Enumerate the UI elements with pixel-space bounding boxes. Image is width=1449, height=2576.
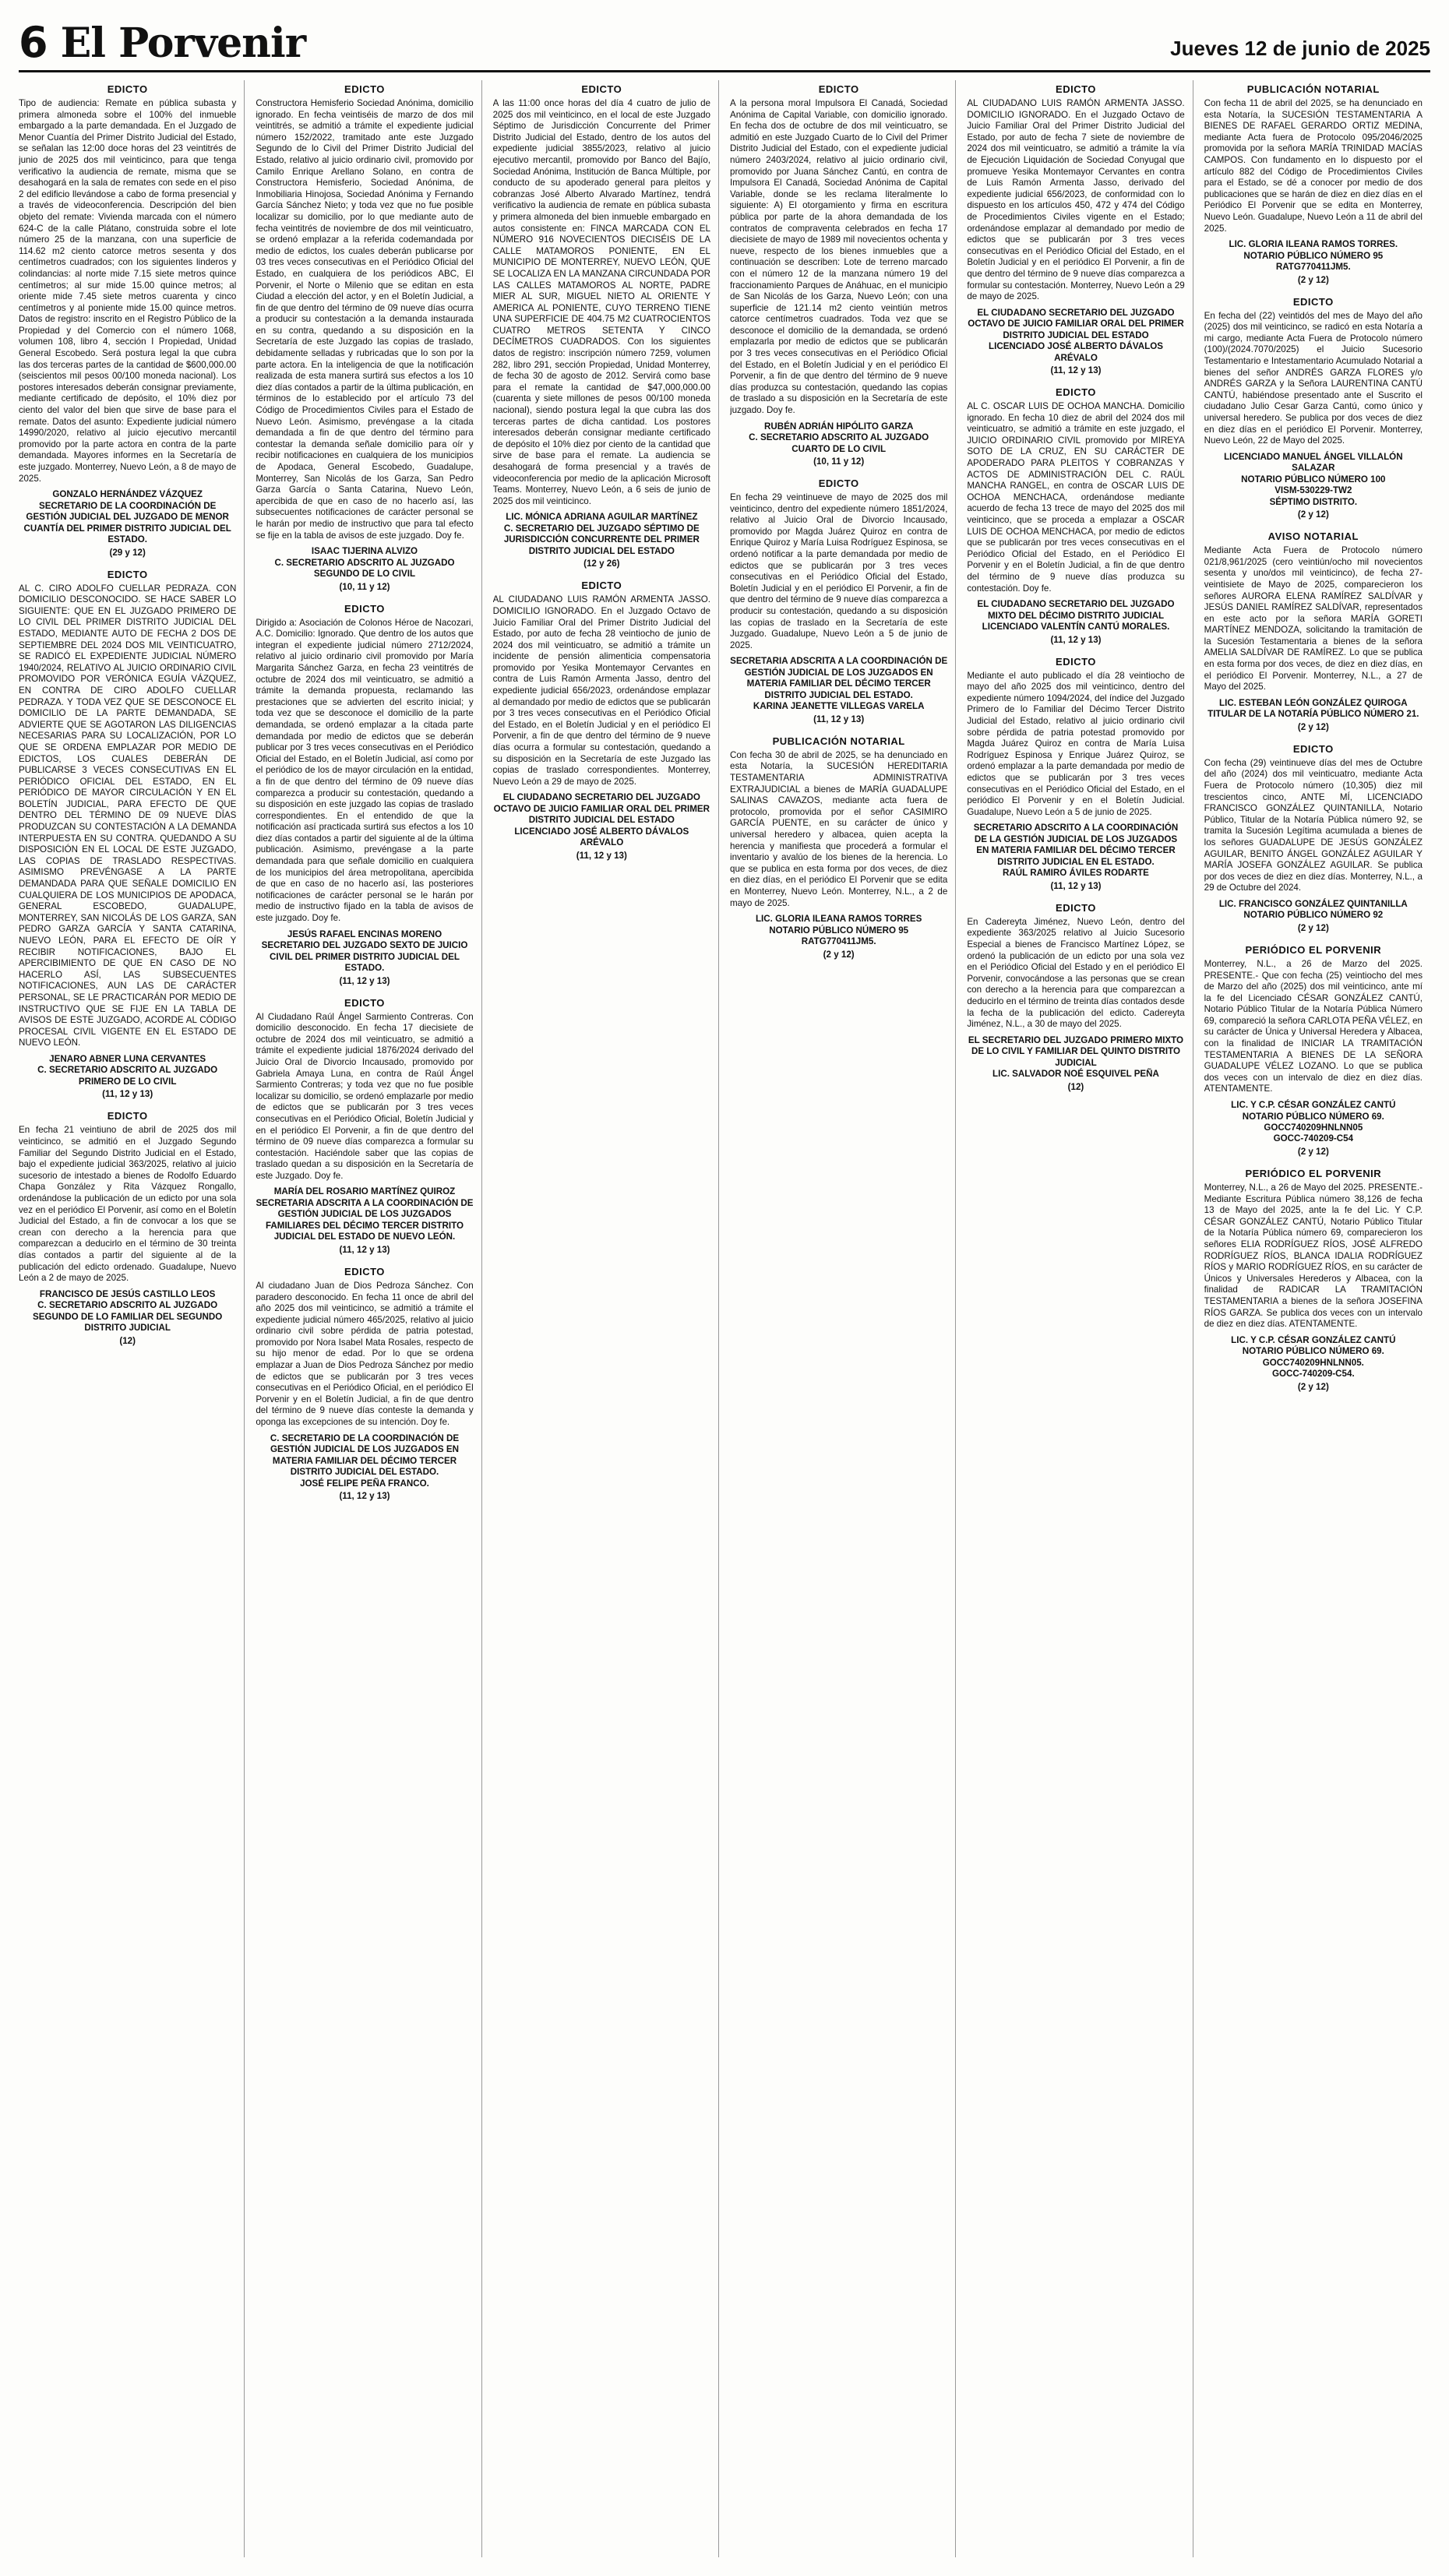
notice-body: A la persona moral Impulsora El Canadá, Sociedad Anónima de Capital Variable, con domicilio ignorado. En fecha dos de octubre de dos mil veinticuatro, se admitió en este Juzgado Cuarto de lo Civil del Primer Distrito Judicial del Estado, con el expediente judicial número 2403/2024, relativo al juicio ordinario civil, promovido por Juana Sánchez Cantú, en contra de Impulsora El Canadá, Sociedad Anónima de Capital Variable, donde se les reclama literalmente lo siguiente: A) El otorgamiento y firma en escritura pública por parte de la ahora demandada de los contratos de compraventa celebrados en fecha 17 diecisiete de mayo de 1989 mil novecientos ochenta y nueve, respecto de los bienes inmuebles que a continuación se describen: Lote de terreno marcado con el número 12 de la manzana número 19 del fraccionamiento Parques de Anáhuac, en el municipio de San Nicolás de los Garza, Nuevo León; con una superficie de 121.14 m2 ciento veintiún metros catorce centímetros cuadrados. Toda vez que se desconoce el domicilio de la demandada, se ordenó emplazarla por medio de edictos que se publicarán por 3 tres veces consecutivas en el Periódico Oficial del Estado, en el Boletín Judicial y en el periódico El Porvenir, a fin de que dentro del término de 9 nueve días produzca su contestación, quedando las copias de traslado a su disposición en la Secretaría de este juzgado. Doy fe.: [730, 98, 948, 416]
notice-heading: EDICTO: [107, 1110, 148, 1122]
notice-body: En fecha del (22) veintidós del mes de Mayo del año (2025) dos mil veinticinco, se radicó en esta Notaría a mi cargo, mediante Acta Fuera de Protocolo número (100)/(2024.7070/2025) el Juicio Sucesorio Testamentario e Intestamentario Acumulado Notarial a bienes del señor ANDRÉS GARZA FLORES y/o ANDRÉS GARZA y la Señora LAURENTINA CANTÚ CANTÚ, habiéndose presentado ante el Suscrito el ciudadano Julio Cesar Garza Cantú, como único y universal heredero. Se publica por dos veces de diez en diez días en el periódico El Porvenir. Monterrey, Nuevo León, 22 de Mayo del 2025.: [1204, 310, 1423, 446]
notice-body: Constructora Hemisferio Sociedad Anónima, domicilio ignorado. En fecha veintiséis de marzo de dos mil veintitrés, se admitió a trámite el expediente judicial número 152/2022, tramitado ante este Juzgado Segundo de lo Civil del Primer Distrito Judicial del Estado, relativo al juicio ordinario civil, promovido por Camilo Enrique Arellano Solano, en contra de Constructora Hemisferio, Sociedad Anónima, de Inmobiliaria Hinojosa, Sociedad Anónima y Fernando García Sánchez Nieto; y toda vez que no fue posible localizar su domicilio, por lo que mediante auto de fecha veintitrés de noviembre de dos mil veinticuatro, se ordenó emplazar a la referida codemandada por medio de edictos, los cuales deberán publicarse por 03 tres veces consecutivas en el Periódico Oficial del Estado, en cualquiera de los periódicos ABC, El Porvenir, el Norte o Milenio que se editan en esta Ciudad a elección del actor, y en el Boletín Judicial, a fin de que dentro del término de 09 nueve días ocurra a producir su contestación a la demanda instaurada en su contra, quedando a su disposición en la Secretaría de este Juzgado las copias de traslado, debidamente selladas y rubricadas que lo son por la parte actora. En la inteligencia de que la notificación realizada de esta manera surtirá sus efectos a los 10 diez días contados a partir de la última publicación, en términos de lo establecido por el artículo 73 del Código de Procedimientos Civiles para el Estado de Nuevo León. Asimismo, prevéngase a la citada demandada a fin de que dentro del término para contestar la demanda señale domicilio para oír y recibir notificaciones en cualquiera de los municipios de Apodaca, General Escobedo, Guadalupe, Monterrey, San Nicolás de los Garza, San Pedro Garza García o Santa Catarina, Nuevo León, apercibida de que en caso de no hacerlo así, las subsecuentes notificaciones de carácter personal se le harán por medio de instructivo que para tal efecto se fije en la tabla de avisos de este juzgado. Doy fe.: [256, 98, 474, 541]
publication-dates: (11, 12 y 13): [813, 714, 865, 724]
legal-notice: [1204, 530, 1423, 732]
notice-signature: SECRETARIA ADSCRITA A LA COORDINACIÓN DE GESTIÓN JUDICIAL DE LOS JUZGADOS EN MATERIA FAMILIAR DEL DÉCIMO TERCER DISTRITO JUDICIAL DEL ESTADO. KARINA JEANETTE VILLEGAS VARELA: [730, 656, 948, 712]
notice-body: Monterrey, N.L., a 26 de Marzo del 2025. PRESENTE.- Que con fecha (25) veintiocho del mes de Marzo del año (2025) dos mil veinticinco, ante mí la fe del Licenciado CÉSAR GONZÁLEZ CANTÚ, Notario Público Titular de la Notaría Pública Número 69, compareció la señora CARLOTA PEÑA VÉLEZ, en su carácter de Única y Universal Heredera y Albacea, con la finalidad de INICIAR LA TRAMITACIÓN TESTAMENTARIA A BIENES DE LA SEÑORA GUADALUPE VÉLEZ LOZANO. Lo que se publica dos veces con un intervalo de diez en diez días. ATENTAMENTE.: [1204, 958, 1423, 1094]
publication-dates: (12): [1067, 1081, 1084, 1092]
publication-dates: (29 y 12): [109, 547, 146, 558]
page-number: 6: [19, 18, 48, 67]
notice-body: Monterrey, N.L., a 26 de Mayo del 2025. PRESENTE.- Mediante Escritura Pública número 38,126 de fecha 13 de Mayo del 2025, ante la fe del Lic. Y C.P. CÉSAR GONZÁLEZ CANTÚ, Notario Público Titular de la Notaría Pública número 69, comparecieron los señores ELIA RODRÍGUEZ RÍOS, JOSÉ ALFREDO RODRÍGUEZ RÍOS, BLANCA IDALIA RODRÍGUEZ RÍOS y MARIO RODRÍGUEZ RÍOS, en su carácter de Únicos y Universales Herederos y Albacea, con la finalidad de RADICAR LA TRAMITACIÓN TESTAMENTARIA a bienes de la señora JOSEFINA RÍOS GARZA. Se publica dos veces con un intervalo de diez en diez días. ATENTAMENTE.: [1204, 1182, 1423, 1330]
legal-notice: [1204, 743, 1423, 933]
notice-body: AL CIUDADANO LUIS RAMÓN ARMENTA JASSO. DOMICILIO IGNORADO. En el Juzgado Octavo de Juicio Familiar Oral del Primer Distrito Judicial del Estado, por auto de fecha 28 veintiocho de junio de 2024 dos mil veinticuatro, se admitió a trámite un incidente de pensión alimenticia compensatoria promovido por Yesika Montemayor Cervantes en contra de Luis Ramón Armenta Jasso, dentro del expediente judicial 656/2023, ordenándose emplazar al demandado por medio de edictos que se publicarán por 3 tres veces consecutivas en el Periódico Oficial del Estado, en el Boletín Judicial y en el periódico El Porvenir, a fin de que dentro del término de 9 nueve días ocurra a formular su contestación, quedando a su disposición en la Secretaría de este Juzgado las copias de traslado correspondientes. Monterrey, Nuevo León a 29 de mayo de 2025.: [492, 594, 710, 787]
notice-heading: EDICTO: [1292, 742, 1334, 755]
column-3: [493, 80, 719, 2557]
notice-heading: AVISO NOTARIAL: [1267, 530, 1359, 543]
legal-notice: [493, 83, 710, 569]
notice-columns: [19, 80, 1430, 2557]
masthead-brand: [19, 18, 306, 67]
legal-notice: [967, 386, 1184, 645]
publication-dates: (11, 12 y 13): [576, 850, 627, 861]
masthead: [19, 14, 1430, 72]
notice-signature: JENARO ABNER LUNA CERVANTES C. SECRETARIO ADSCRITO AL JUZGADO PRIMERO DE LO CIVIL: [37, 1053, 218, 1087]
publication-dates: (2 y 12): [1297, 1146, 1329, 1157]
notice-body: En Cadereyta Jiménez, Nuevo León, dentro del expediente 363/2025 relativo al Juicio Sucesorio Especial a bienes de Francisco Martínez López, se ordenó la publicación de un edicto por una sola vez en el Periódico Oficial del Estado y en el periódico El Porvenir, convocándose a las personas que se crean con derecho a la herencia para que comparezcan a deducirlo en el término de treinta días contados desde la fecha de la publicación del edicto. Cadereyta Jiménez, N.L., a 30 de mayo del 2025.: [967, 916, 1185, 1030]
legal-notice: [1204, 83, 1423, 285]
notice-body: AL C. CIRO ADOLFO CUELLAR PEDRAZA. CON DOMICILIO DESCONOCIDO. SE HACE SABER LO SIGUIENTE: QUE EN EL JUZGADO PRIMERO DE LO CIVIL DEL PRIMER DISTRITO JUDICIAL DEL ESTADO, MEDIANTE AUTO DE FECHA 2 DOS DE SEPTIEMBRE DEL 2024 DOS MIL VEINTICUATRO, SE RADICÓ EL EXPEDIENTE JUDICIAL NÚMERO 1940/2024, RELATIVO AL JUICIO ORDINARIO CIVIL PROMOVIDO POR VERÓNICA EGUÍA VÁZQUEZ, EN CONTRA DE CIRO ADOLFO CUELLAR PEDRAZA. Y TODA VEZ QUE SE DESCONOCE EL DOMICILIO DE LA PARTE DEMANDADA, SE ADVIERTE QUE SE AGOTARON LAS DILIGENCIAS NECESARIAS PARA SU LOCALIZACIÓN, POR LO QUE SE ORDENA EMPLAZAR POR MEDIO DE EDICTOS, LOS CUALES DEBERÁN DE PUBLICARSE 3 VECES CONSECUTIVAS EN EL PERIÓDICO OFICIAL DEL ESTADO, EN EL PERIÓDICO DE MAYOR CIRCULACIÓN Y EN EL BOLETÍN JUDICIAL, PARA EFECTO DE QUE DENTRO DEL TÉRMINO DE 09 NUEVE DÍAS PRODUZCAN SU CONTESTACIÓN A LA DEMANDA INTERPUESTA EN SU CONTRA. QUEDANDO A SU DISPOSICIÓN EN EL LOCAL DE ESTE JUZGADO, LAS COPIAS DE TRASLADO RESPECTIVAS. ASIMISMO PREVÉNGASE A LA PARTE DEMANDADA PARA QUE SEÑALE DOMICILIO EN CUALQUIERA DE LOS MUNICIPIOS DE APODACA, GENERAL ESCOBEDO, GUADALUPE, MONTERREY, SAN NICOLÁS DE LOS GARZA, SAN PEDRO GARZA GARCÍA Y SANTA CATARINA, NUEVO LEÓN, PARA EL EFECTO DE OÍR Y RECIBIR NOTIFICACIONES, BAJO EL APERCIBIMIENTO DE QUE EN CASO DE NO HACERLO ASÍ, LAS SUBSECUENTES NOTIFICACIONES, AUN LAS DE CARÁCTER PERSONAL, SE LE PRACTICARÁN POR MEDIO DE INSTRUCTIVO QUE SE FIJE EN LA TABLA DE AVISOS DE ESTE JUZGADO, ACORDE AL CÓDIGO PROCESAL CIVIL VIGENTE EN EL ESTADO DE NUEVO LEÓN.: [19, 583, 237, 1048]
notice-body: A las 11:00 once horas del día 4 cuatro de julio de 2025 dos mil veinticinco, en el local de este Juzgado Séptimo de Jurisdicción Concurrente del Primer Distrito Judicial del Estado, dentro de los autos del expediente judicial 3855/2023, relativo al juicio ejecutivo mercantil, promovido por Banco del Bajío, Sociedad Anónima, Institución de Banca Múltiple, por conducto de su apoderado general para pleitos y cobranzas José Alberto Alvarado Martínez, tendrá verificativo la audiencia de remate en pública subasta y primera almoneda del bien inmueble embargado en autos consistente en: FINCA MARCADA CON EL NÚMERO 916 NOVECIENTOS DIECISÉIS DE LA CALLE MATAMOROS PONIENTE, EN EL MUNICIPIO DE MONTERREY, NUEVO LEÓN, QUE SE LOCALIZA EN LA MANZANA CIRCUNDADA POR LAS CALLES MATAMOROS AL NORTE, PADRE MIER AL SUR, MIGUEL NIETO AL ORIENTE Y AMERICA AL PONIENTE, CUYO TERRENO TIENE UNA SUPERFICIE DE 404.75 M2 CUATROCIENTOS CUATRO METROS SETENTA Y CINCO DECÍMETROS CUADRADOS. Con los siguientes datos de registro: inscripción número 7259, volumen 282, libro 291, sección Propiedad, Unidad Monterrey, de fecha 30 de agosto de 2012. Servirá como base para el remate la cantidad de $47,000,000.00 (cuarenta y siete millones de pesos 00/100 moneda nacional), siendo postura legal la que cubra las dos terceras partes de dicha cantidad. Los postores interesados deberán consignar mediante certificado de depósito el 10% diez por ciento de la cantidad que sirve de base para el remate. La audiencia se desahogará de forma presencial y a través de videoconferencia por medio de la aplicación Microsoft Teams. Monterrey, Nuevo León, a 6 seis de junio de 2025 dos mil veinticinco.: [492, 98, 710, 506]
publication-dates: (2 y 12): [1297, 1381, 1329, 1392]
publication-dates: (2 y 12): [1297, 509, 1329, 520]
notice-signature: FRANCISCO DE JESÚS CASTILLO LEOS C. SECRETARIO ADSCRITO AL JUZGADO SEGUNDO DE LO FAMILIAR DEL SEGUNDO DISTRITO JUDICIAL: [33, 1288, 223, 1334]
legal-notice: [256, 603, 473, 986]
publication-dates: (11, 12 y 13): [339, 975, 390, 986]
column-1: [19, 80, 245, 2557]
notice-body: AL CIUDADANO LUIS RAMÓN ARMENTA JASSO. DOMICILIO IGNORADO. En el Juzgado Octavo de Juicio Familiar Oral del Primer Distrito Judicial del Estado, por auto de fecha 7 siete de noviembre de 2024 dos mil veinticuatro, se admitió a trámite la vía de Ejecución Liquidación de Sociedad Conyugal que promueve Yesika Montemayor Cervantes en contra de Luis Ramón Armenta Jasso, derivado del expediente judicial 656/2023, de conformidad con lo dispuesto en los artículos 450, 472 y 474 del Código de Procedimientos Civiles vigente en el Estado; ordenándose emplazar al demandado por medio de edictos que se publicarán por 3 tres veces consecutivas en el Periódico Oficial del Estado, en el Boletín Judicial y en el periódico El Porvenir, a fin de que dentro del término de 9 nueve días comparezca a formular su contestación. Monterrey, Nuevo León a 29 de mayo de 2025.: [967, 98, 1185, 302]
notice-heading: EDICTO: [344, 1265, 385, 1277]
legal-notice: [967, 656, 1184, 891]
legal-notice: [19, 569, 236, 1100]
notice-signature: SECRETARIO ADSCRITO A LA COORDINACIÓN DE LA GESTIÓN JUDICIAL DE LOS JUZGADOS EN MATERIA FAMILIAR DEL DÉCIMO TERCER DISTRITO JUDICIAL EN EL ESTADO. RAÚL RAMIRO ÁVILES RODARTE: [973, 823, 1179, 879]
notice-body: Al Ciudadano Raúl Ángel Sarmiento Contreras. Con domicilio desconocido. En fecha 17 diecisiete de octubre de 2024 dos mil veinticuatro, se admitió a trámite el expediente judicial 1876/2024 derivado del Juicio Oral de Divorcio Incausado, promovido por Gabriela Amaya Luna, en contra de Raúl Ángel Sarmiento Contreras; y toda vez que no fue posible localizar su domicilio, se ordenó emplazarle por medio de edictos que se publicarán por 3 tres veces consecutivas en el Periódico Oficial, Boletín Judicial y en el periódico El Porvenir, a fin de que dentro del término de 09 nueve días comparezca a formular su contestación. Haciéndole saber que las copias de traslado quedan a su disposición en la Secretaría de este Juzgado. Doy fe.: [256, 1011, 474, 1181]
legal-notice: [967, 902, 1184, 1092]
notice-signature: LIC. FRANCISCO GONZÁLEZ QUINTANILLA NOTARIO PÚBLICO NÚMERO 92: [1218, 898, 1408, 921]
legal-notice: [730, 735, 947, 960]
notice-body: Tipo de audiencia: Remate en pública subasta y primera almoneda sobre el 100% del inmueble embargado a la parte demandada. En el Juzgado de Menor Cuantía del Primer Distrito Judicial del Estado, se señalan las 12:00 doce horas del 23 veintitrés de junio de 2025 dos mil veinticinco, para que tenga verificativo la audiencia de remate, misma que se desahogará en la sala de remates con sede en el piso 2 del edificio llevándose a cabo de forma presencial y a través de videoconferencia. Descripción del bien objeto del remate: Vivienda marcada con el número 624-C de la calle Plátano, construida sobre el lote número 25 de la manzana, con una superficie de 114.62 m2 ciento catorce metros sesenta y dos centímetros cuadrados; con los siguientes linderos y colindancias: al norte mide 7.15 siete metros quince centímetros; al sur mide 15.00 quince metros; al oriente mide 7.45 siete metros cuarenta y cinco centímetros y al poniente mide 15.00 quince metros. Datos de registro: inscrito en el Registro Público de la Propiedad y del Comercio con el número 1068, volumen 108, libro 4, sección I Propiedad, Unidad General Escobedo. Será postura legal la que cubra las dos terceras partes de la cantidad de $600,000.00 (seiscientos mil pesos 00/100 moneda nacional). Los postores interesados deberán consignar previamente, mediante certificado de depósito, el 10% diez por ciento del valor del bien que sirve de base para el remate. Datos del asunto: Expediente judicial número 14990/2020, relativo al juicio ejecutivo mercantil promovido por la parte actora en contra de la parte demandada. Mayores informes en la Secretaría de este juzgado. Monterrey, Nuevo León, a 8 de mayo de 2025.: [19, 98, 237, 484]
notice-heading: PUBLICACIÓN NOTARIAL: [1246, 83, 1380, 95]
column-5: [967, 80, 1193, 2557]
issue-date: Jueves 12 de junio de 2025: [1170, 37, 1430, 60]
notice-heading: EDICTO: [344, 602, 385, 615]
notice-heading: PERIÓDICO EL PORVENIR: [1245, 943, 1382, 956]
notice-signature: EL SECRETARIO DEL JUZGADO PRIMERO MIXTO DE LO CIVIL Y FAMILIAR DEL QUINTO DISTRITO JUDICIAL LIC. SALVADOR NOÉ ESQUIVEL PEÑA: [968, 1034, 1184, 1080]
notice-signature: ISAAC TIJERINA ALVIZO C. SECRETARIO ADSCRITO AL JUZGADO SEGUNDO DE LO CIVIL: [274, 546, 455, 580]
notice-signature: LIC. MÓNICA ADRIANA AGUILAR MARTÍNEZ C. SECRETARIO DEL JUZGADO SÉPTIMO DE JURISDICCIÓN CONCURRENTE DEL PRIMER DISTRITO JUDICIAL DEL ESTADO: [503, 512, 700, 556]
notice-signature: LICENCIADO MANUEL ÁNGEL VILLALÓN SALAZAR NOTARIO PÚBLICO NÚMERO 100 VISM-530229-TW2 SÉPTIMO DISTRITO.: [1224, 451, 1403, 507]
notice-heading: EDICTO: [107, 568, 148, 580]
notice-heading: EDICTO: [344, 996, 385, 1009]
notice-body: En fecha 29 veintinueve de mayo de 2025 dos mil veinticinco, dentro del expediente número 1851/2024, relativo al Juicio Oral de Divorcio Incausado, promovido por Magda Juárez Quiroz en contra de Enrique Quiroz y María Luisa Rodríguez Espinosa, se ordenó notificar a la parte demandada por medio de edictos que se publicarán por 3 tres veces consecutivas en el Periódico Oficial del Estado, Boletín Judicial y en el periódico El Porvenir, a fin de que dentro del término de 9 nueve días comparezca a producir su contestación, quedando a su disposición las copias de traslado en la Secretaría de este Juzgado. Guadalupe, Nuevo León a 5 de junio de 2025.: [730, 492, 948, 650]
notice-heading: EDICTO: [1056, 901, 1096, 914]
notice-heading: EDICTO: [818, 83, 859, 95]
notice-heading: EDICTO: [344, 83, 385, 95]
notice-body: Al ciudadano Juan de Dios Pedroza Sánchez. Con paradero desconocido. En fecha 11 once de abril del año 2025 dos mil veinticinco, se admitió a trámite el expediente judicial número 465/2025, relativo al juicio ordinario civil sobre pérdida de patria potestad, promovido por Nora Isabel Mata Rosales, respecto de su hijo menor de edad. Por lo que se ordena emplazar a Juan de Dios Pedroza Sánchez por medio de edictos que se publicarán por 3 tres veces consecutivas en el Periódico Oficial, en el periódico El Porvenir y en el Boletín Judicial, a fin de que dentro del término de 9 nueve días conteste la demanda y oponga las excepciones de su intención. Doy fe.: [256, 1280, 474, 1428]
publication-dates: (11, 12 y 13): [1050, 634, 1102, 645]
notice-signature: EL CIUDADANO SECRETARIO DEL JUZGADO OCTAVO DE JUICIO FAMILIAR ORAL DEL PRIMER DISTRITO JUDICIAL DEL ESTADO LICENCIADO JOSÉ ALBERTO DÁVALOS ARÉVALO: [968, 307, 1184, 363]
notice-signature: JESÚS RAFAEL ENCINAS MORENO SECRETARIO DEL JUZGADO SEXTO DE JUICIO CIVIL DEL PRIMER DISTRITO JUDICIAL DEL ESTADO.: [261, 929, 468, 974]
notice-signature: LIC. ESTEBAN LEÓN GONZÁLEZ QUIROGA TITULAR DE LA NOTARÍA PÚBLICO NÚMERO 21.: [1208, 697, 1419, 720]
legal-notice: [256, 997, 473, 1255]
publication-dates: (11, 12 y 13): [339, 1491, 390, 1502]
publication-dates: (2 y 12): [1297, 721, 1329, 732]
notice-heading: EDICTO: [1292, 295, 1334, 308]
notice-heading: EDICTO: [1056, 83, 1096, 95]
publication-dates: (2 y 12): [823, 949, 855, 960]
publication-dates: (2 y 12): [1297, 922, 1329, 933]
publication-dates: (11, 12 y 13): [339, 1244, 390, 1255]
notice-heading: EDICTO: [1056, 386, 1096, 399]
legal-notice: [1204, 944, 1423, 1157]
notice-heading: PUBLICACIÓN NOTARIAL: [772, 735, 905, 747]
notice-body: Con fecha 30 de abril de 2025, se ha denunciado en esta Notaría, la SUCESIÓN HEREDITARIA TESTAMENTARIA ADMINISTRATIVA EXTRAJUDICIAL a bienes de MARÍA GUADALUPE SALINAS CAVAZOS, mediante acta fuera de protocolo, promovida por el señor CASIMIRO GARCÍA PUENTE, en su carácter de único y universal heredero y albacea, quien acepta la herencia y manifiesta que procederá a formular el inventario y avalúo de los bienes de la herencia. Lo que se publica en esta forma por dos veces, de diez en diez días, en el periódico El Porvenir que se edita en Monterrey, Nuevo León. Monterrey, N.L., a 2 de mayo de 2025.: [730, 749, 948, 908]
legal-notice: [256, 83, 473, 592]
notice-signature: LIC. GLORIA ILEANA RAMOS TORRES. NOTARIO PÚBLICO NÚMERO 95 RATG770411JM5.: [1229, 239, 1398, 273]
publication-dates: (12): [119, 1335, 136, 1346]
notice-heading: EDICTO: [818, 477, 859, 490]
notice-body: En fecha 21 veintiuno de abril de 2025 dos mil veinticinco, se admitió en el Juzgado Segundo Familiar del Segundo Distrito Judicial en el Estado, bajo el expediente judicial 363/2025, relativo al juicio sucesorio de intestado a bienes de Rodolfo Eduardo Chapa González y Rita Vázquez Rongallo, ordenándose la publicación de un edicto por una sola vez en el periódico El Porvenir, así como en el Boletín Judicial del Estado, a fin de convocar a los que se crean con derecho a la herencia para que comparezcan a deducirlo en el término de 30 treinta días contados a partir del siguiente al de la publicación del edicto ordenado. Guadalupe, Nuevo León a 2 de mayo de 2025.: [19, 1125, 237, 1284]
column-4: [730, 80, 956, 2557]
notice-body: Con fecha (29) veintinueve días del mes de Octubre del año (2024) dos mil veinticuatro, mediante Acta Fuera de Protocolo número (10,305) diez mil trescientos cinco, ANTE MÍ, LICENCIADO FRANCISCO GONZÁLEZ QUINTANILLA, Notario Público, Titular de la Notaría Pública número 92, se tramita la Sucesión Legítima acumulada a bienes de los señores GUADALUPE DE JESÚS GONZÁLEZ AGUILAR, BENITO ÁNGEL GONZÁLEZ AGUILAR Y MARÍA JOSEFA GONZÁLEZ AGUILAR. Se publica por dos veces de diez en diez días. Monterrey, N.L., a 29 de Octubre del 2024.: [1204, 757, 1423, 893]
notice-signature: LIC. Y C.P. CÉSAR GONZÁLEZ CANTÚ NOTARIO PÚBLICO NÚMERO 69. GOCC740209HNLNN05 GOCC-740209-C54: [1231, 1100, 1396, 1144]
notice-body: Dirigido a: Asociación de Colonos Héroe de Nacozari, A.C. Domicilio: Ignorado. Que dentro de los autos que integran el expediente judicial número 2712/2024, relativo al juicio ordinario civil promovido por María Margarita Sánchez Garza, en fecha 23 veintitrés de octubre de 2024 dos mil veinticuatro, se admitió a trámite la demanda propuesta, reclamando las prestaciones que se advierten del escrito inicial; y toda vez que se desconoce el domicilio de la parte demandada, se ordenó emplazar a la citada parte demandada por medio de edictos que se deberán publicar por 3 tres veces consecutivas en el Periódico Oficial del Estado, en el Boletín Judicial, así como por el periódico de los de mayor circulación en la entidad, a fin de que dentro del término de 09 nueve días comparezca a producir su contestación, quedando a su disposición en este juzgado las copias de traslado correspondientes. En el entendido de que la notificación así practicada surtirá sus efectos a los 10 diez días contados a partir del siguiente al de la última publicación. Asimismo, prevéngase a la parte demandada para que señale domicilio en cualquiera de los municipios del área metropolitana, apercibida de que en caso de no hacerlo así, las posteriores notificaciones de carácter personal se le harán por medio de instructivo fijado en la tabla de avisos de este juzgado. Doy fe.: [256, 617, 474, 924]
publication-dates: (11, 12 y 13): [1050, 365, 1102, 376]
notice-body: Mediante Acta Fuera de Protocolo número 021/8,961/2025 (cero veintiún/ocho mil novecientos sesenta y uno/dos mil veinticinco), de fecha 27-veintisiete de Mayo de 2025, comparecieron los señores AURORA ELENA RAMÍREZ SALDÍVAR y JESÚS DANIEL RAMÍREZ SALDÍVAR, representados en este acto por la señora MARÍA GORETI MARTÍNEZ MENDOZA, solicitando la tramitación de la Sucesión Testamentaria a bienes de la señora AMELIA SALDÍVAR DE RAMÍREZ. Lo que se publica en esta forma por dos veces, de diez en diez días, en el periódico El Porvenir. Monterrey, N.L., a 27 de Mayo del 2025.: [1204, 545, 1423, 692]
publication-dates: (10, 11 y 12): [339, 581, 390, 592]
notice-body: Con fecha 11 de abril del 2025, se ha denunciado en esta Notaría, la SUCESIÓN TESTAMENTARIA A BIENES DE RAFAEL GERARDO ORTIZ MEDINA, mediante Acta fuera de Protocolo 095/2046/2025 promovida por la señora MARÍA TRINIDAD MACÍAS CAMPOS. Con fundamento en lo dispuesto por el artículo 882 del Código de Procedimientos Civiles para el Estado, se dé a conocer por medio de dos publicaciones que se harán de diez en diez días en el Periódico El Porvenir que se edita en Monterrey, Nuevo León. Guadalupe, Nuevo León a 11 de abril del 2025.: [1204, 98, 1423, 234]
legal-notice: [1204, 1168, 1423, 1392]
notice-heading: EDICTO: [581, 83, 622, 95]
publication-dates: (10, 11 y 12): [813, 456, 865, 467]
publication-dates: (11, 12 y 13): [1050, 880, 1102, 891]
notice-signature: C. SECRETARIO DE LA COORDINACIÓN DE GESTIÓN JUDICIAL DE LOS JUZGADOS EN MATERIA FAMILIAR DEL DÉCIMO TERCER DISTRITO JUDICIAL DEL ESTADO. JOSÉ FELIPE PEÑA FRANCO.: [270, 1432, 460, 1489]
notice-heading: EDICTO: [581, 580, 622, 592]
notice-signature: MARÍA DEL ROSARIO MARTÍNEZ QUIROZ SECRETARIA ADSCRITA A LA COORDINACIÓN DE GESTIÓN JUDICIAL DE LOS JUZGADOS FAMILIARES DEL DÉCIMO TERCER DISTRITO JUDICIAL DEL ESTADO DE NUEVO LEÓN.: [256, 1186, 474, 1242]
column-2: [256, 80, 481, 2557]
legal-notice: [256, 1266, 473, 1501]
notice-signature: EL CIUDADANO SECRETARIO DEL JUZGADO MIXTO DEL DÉCIMO DISTRITO JUDICIAL LICENCIADO VALENTÍN CANTÚ MORALES.: [977, 599, 1175, 633]
notice-signature: LIC. GLORIA ILEANA RAMOS TORRES NOTARIO PÚBLICO NÚMERO 95 RATG770411JM5.: [755, 914, 922, 947]
publication-dates: (12 y 26): [583, 559, 620, 569]
notice-signature: GONZALO HERNÁNDEZ VÁZQUEZ SECRETARIO DE LA COORDINACIÓN DE GESTIÓN JUDICIAL DEL JUZGADO DE MENOR CUANTÍA DEL PRIMER DISTRITO JUDICIAL DEL ESTADO.: [23, 489, 231, 545]
legal-notice: [493, 580, 710, 861]
publication-dates: (11, 12 y 13): [102, 1089, 153, 1100]
notice-heading: EDICTO: [1056, 655, 1096, 668]
legal-notice: [730, 477, 947, 724]
legal-notice: [730, 83, 947, 467]
legal-notice: [19, 1110, 236, 1345]
notice-signature: LIC. Y C.P. CÉSAR GONZÁLEZ CANTÚ NOTARIO PÚBLICO NÚMERO 69. GOCC740209HNLNN05. GOCC-740209-C54.: [1231, 1334, 1396, 1380]
notice-body: AL C. OSCAR LUIS DE OCHOA MANCHA. Domicilio ignorado. En fecha 10 diez de abril del 2024 dos mil veinticuatro, se admitió a trámite en este juzgado, el JUICIO ORDINARIO CIVIL promovido por MIREYA SOTO DE LA CRUZ, EN SU CARÁCTER DE APODERADO PARA PLEITOS Y COBRANZAS Y ACTOS DE ADMINISTRACIÓN DEL C. RAÚL MANCHA RANGEL, en contra de OSCAR LUIS DE OCHOA MENCHACA, ordenándose mediante acuerdo de fecha 13 trece de mayo del 2025 dos mil veinticinco, que se proceda a emplazar a OSCAR LUIS DE OCHOA MENCHACA, por medio de edictos que se publicarán por tres veces consecutivas en el Periódico Oficial del Estado, en el Periódico El Porvenir y en el Boletín Judicial, a fin de que dentro del término de 9 nueve días produzca su contestación. Doy fe.: [967, 401, 1185, 594]
notice-signature: RUBÉN ADRIÁN HIPÓLITO GARZA C. SECRETARIO ADSCRITO AL JUZGADO CUARTO DE LO CIVIL: [749, 421, 929, 454]
newspaper-name: El Porvenir: [60, 19, 306, 67]
notice-heading: PERIÓDICO EL PORVENIR: [1245, 1167, 1382, 1179]
column-6: [1204, 80, 1430, 2557]
publication-dates: (2 y 12): [1297, 274, 1329, 285]
legal-notice: [19, 83, 236, 558]
notice-signature: EL CIUDADANO SECRETARIO DEL JUZGADO OCTAVO DE JUICIO FAMILIAR ORAL DEL PRIMER DISTRITO JUDICIAL DEL ESTADO LICENCIADO JOSÉ ALBERTO DÁVALOS ARÉVALO: [493, 792, 710, 848]
notice-body: Mediante el auto publicado el día 28 veintiocho de mayo del año 2025 dos mil veinticinco, dentro del expediente número 1094/2024, del índice del Juzgado Primero de lo Familiar del Décimo Tercer Distrito Judicial del Estado, relativo al juicio ordinario civil sobre pérdida de patria potestad promovido por Magda Juárez Quiroz en contra de María Luisa Rodríguez Espinosa y Enrique Juárez Quiroz, se ordenó emplazar a la parte demandada por medio de edictos que se publicarán por 3 tres veces consecutivas en el Periódico Oficial del Estado, en el periódico El Porvenir y en el Boletín Judicial. Guadalupe, Nuevo León a 5 de junio de 2025.: [967, 670, 1185, 817]
legal-notice: [1204, 296, 1423, 520]
notice-heading: EDICTO: [107, 83, 148, 95]
legal-notice: [967, 83, 1184, 375]
